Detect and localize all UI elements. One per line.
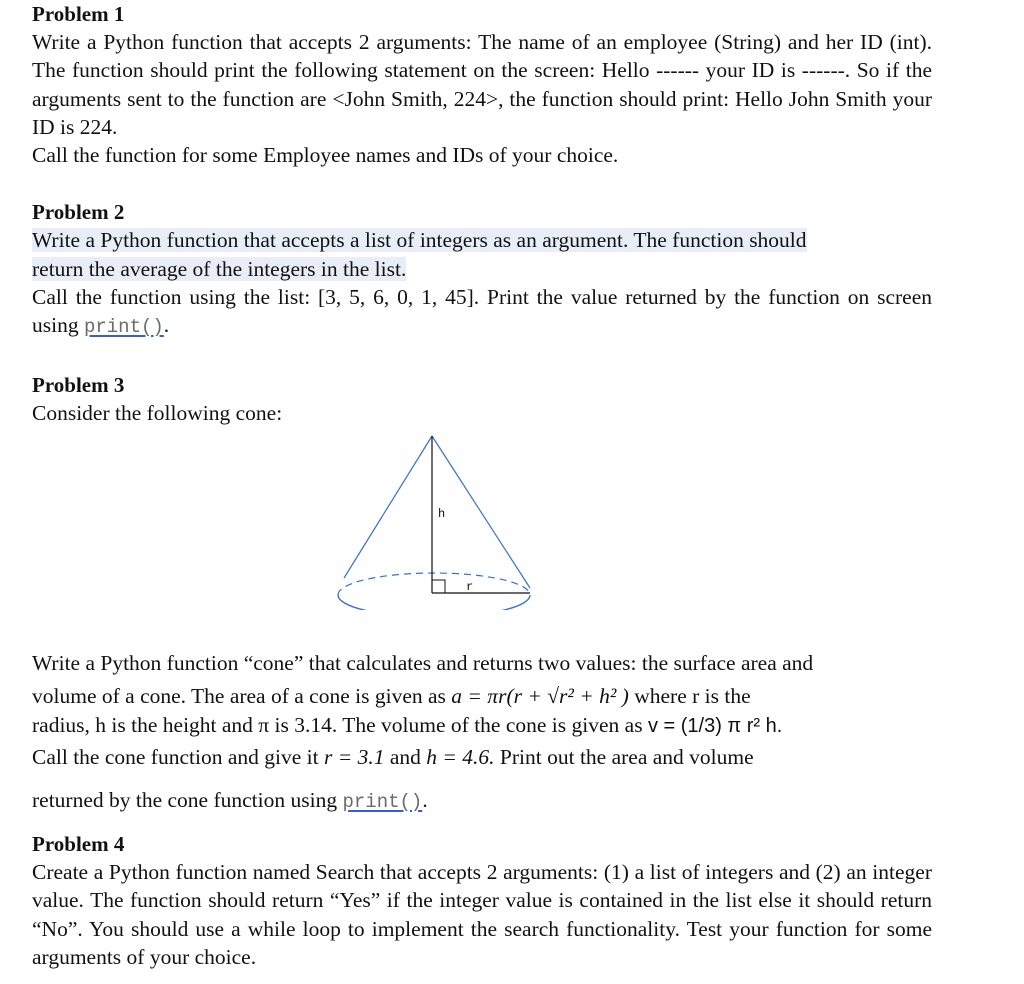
problem-1-heading: Problem 1	[32, 2, 125, 26]
volume-formula: v = (1/3) π r² h.	[647, 715, 783, 737]
problem-4-text: Create a Python function named Search that accepts 2 arguments: (1) a list of integers and (2) an integer value. The function should return “Yes” if the integer value is contained in the list else it should return “No”. You should use a while loop to implement the search functionality. Test your function for some arguments of your choice.	[32, 860, 932, 970]
problem-3-desc-line-2	[32, 682, 932, 710]
highlight-span-1: Write a Python function that accepts a list of integers as an argument. The function should	[32, 228, 807, 252]
cone-figure	[330, 430, 540, 610]
period-2: .	[422, 788, 428, 812]
height-label: h	[438, 507, 446, 521]
problem-1-text: Write a Python function that accepts 2 arguments: The name of an employee (String) and her ID (int). The function should print the following statement on the screen: Hello ------ your ID is ------. So if the arguments sent to the function are <John Smith, 224>, the function should print: Hello John Smith your ID is 224.	[32, 30, 932, 140]
print-code: print()	[83, 316, 164, 339]
desc-4a: Call the cone function and give it	[32, 745, 324, 769]
cone-base-back	[338, 573, 530, 595]
call-text: Call the function using the list: [3, 5, 6, 0, 1, 45]. Print the value returned by the function on screen using	[32, 285, 932, 338]
problem-2-call-text	[32, 283, 932, 342]
desc-4b: Print out the area and volume	[494, 745, 754, 769]
r-value: r = 3.1	[323, 745, 385, 769]
desc-2b: where r is the	[628, 684, 751, 708]
problem-3-intro: Consider the following cone:	[32, 401, 283, 425]
print-code-2: print()	[342, 791, 423, 813]
problem-2-heading: Problem 2	[32, 200, 125, 224]
desc-2a: volume of a cone. The area of a cone is given as	[32, 684, 452, 708]
and-word: and	[384, 745, 427, 769]
problem-2-highlight-line-2	[32, 255, 932, 283]
cone-left-side	[344, 436, 432, 578]
problem-3-desc-line-3	[32, 711, 932, 740]
problem-3-returned-line	[32, 786, 932, 816]
radius-label: r	[466, 580, 474, 594]
h-value: h = 4.6.	[426, 745, 495, 769]
problem-4-heading: Problem 4	[32, 832, 125, 856]
period: .	[163, 313, 170, 338]
cone-right-side	[432, 436, 530, 588]
highlight-span-2: return the average of the integers in the list.	[32, 257, 407, 281]
problem-3-desc-line-4	[32, 743, 932, 771]
problem-2-highlight-line-1	[32, 226, 932, 254]
area-formula: a = πr(r + √r² + h² )	[451, 684, 629, 708]
problem-3-heading: Problem 3	[32, 373, 125, 397]
problem-1-instruction: Call the function for some Employee names and IDs of your choice.	[32, 143, 619, 167]
cone-base-front	[338, 595, 530, 610]
desc-3a: radius, h is the height and π is 3.14. The volume of the cone is given as	[32, 713, 648, 737]
returned-text: returned by the cone function using	[32, 788, 343, 812]
problem-3-desc-line-1: Write a Python function “cone” that calculates and returns two values: the surface area and	[32, 651, 814, 675]
right-angle-marker	[432, 580, 445, 593]
